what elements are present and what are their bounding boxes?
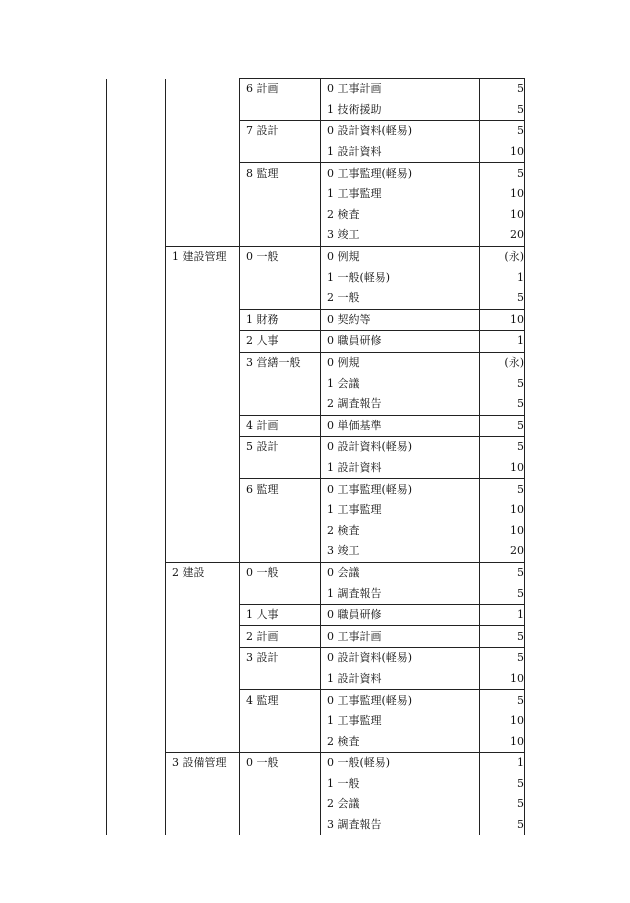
col-years-cell: 10 (480, 500, 525, 521)
col-blank-cell (107, 583, 166, 604)
col-years-cell: 5 (480, 794, 525, 815)
col-years-cell: 5 (480, 479, 525, 500)
col-section-cell (166, 121, 240, 142)
col-category-cell (240, 458, 321, 479)
retention-schedule-table (106, 78, 525, 835)
col-section-cell (166, 309, 240, 331)
col-category-cell: 3 営繕一般 (240, 352, 321, 373)
col-item-cell: 0 一般(軽易) (321, 753, 480, 774)
col-blank-cell (107, 163, 166, 184)
col-item-cell: 3 竣工 (321, 225, 480, 246)
col-category-cell (240, 541, 321, 562)
col-item-cell: 2 一般 (321, 288, 480, 309)
col-blank-cell (107, 394, 166, 415)
col-item-cell: 0 会議 (321, 562, 480, 583)
col-category-cell (240, 815, 321, 836)
col-category-cell: 4 監理 (240, 690, 321, 711)
table-row (107, 541, 525, 562)
col-item-cell: 0 設計資料(軽易) (321, 121, 480, 142)
col-section-cell (166, 184, 240, 205)
col-blank-cell (107, 142, 166, 163)
col-item-cell: 1 設計資料 (321, 669, 480, 690)
table-row (107, 352, 525, 373)
table-row (107, 415, 525, 437)
table-row (107, 794, 525, 815)
col-blank-cell (107, 815, 166, 836)
col-years-cell: 10 (480, 458, 525, 479)
table-row (107, 79, 525, 100)
col-item-cell: 2 会議 (321, 794, 480, 815)
col-category-cell (240, 184, 321, 205)
col-years-cell: 5 (480, 815, 525, 836)
col-section-cell (166, 205, 240, 226)
col-section-cell (166, 669, 240, 690)
col-years-cell: 5 (480, 583, 525, 604)
col-years-cell: 10 (480, 520, 525, 541)
col-item-cell: 1 工事監理 (321, 500, 480, 521)
col-item-cell: 0 契約等 (321, 309, 480, 331)
col-section-cell (166, 79, 240, 100)
col-category-cell: 1 財務 (240, 309, 321, 331)
col-blank-cell (107, 669, 166, 690)
col-item-cell: 1 調査報告 (321, 583, 480, 604)
col-item-cell: 2 調査報告 (321, 394, 480, 415)
col-blank-cell (107, 774, 166, 795)
table-row (107, 309, 525, 331)
table-row (107, 500, 525, 521)
col-item-cell: 1 設計資料 (321, 458, 480, 479)
col-blank-cell (107, 100, 166, 121)
col-blank-cell (107, 690, 166, 711)
col-years-cell: 10 (480, 142, 525, 163)
col-blank-cell (107, 500, 166, 521)
col-category-cell: 1 人事 (240, 604, 321, 626)
table-row (107, 731, 525, 752)
col-years-cell: 1 (480, 267, 525, 288)
col-category-cell: 2 人事 (240, 331, 321, 353)
col-years-cell: 5 (480, 100, 525, 121)
col-category-cell: 3 設計 (240, 648, 321, 669)
col-section-cell (166, 774, 240, 795)
col-blank-cell (107, 267, 166, 288)
col-section-cell (166, 731, 240, 752)
table-row (107, 225, 525, 246)
col-category-cell: 0 一般 (240, 562, 321, 583)
col-blank-cell (107, 794, 166, 815)
col-section-cell (166, 100, 240, 121)
col-category-cell: 6 監理 (240, 479, 321, 500)
col-blank-cell (107, 479, 166, 500)
col-category-cell (240, 205, 321, 226)
col-section-cell (166, 458, 240, 479)
col-item-cell: 0 例規 (321, 246, 480, 267)
col-category-cell (240, 100, 321, 121)
table-row (107, 774, 525, 795)
col-years-cell: 1 (480, 753, 525, 774)
col-section-cell (166, 479, 240, 500)
col-section-cell (166, 794, 240, 815)
col-category-cell: 6 計画 (240, 79, 321, 100)
col-category-cell (240, 500, 321, 521)
col-category-cell (240, 373, 321, 394)
col-blank-cell (107, 373, 166, 394)
col-item-cell: 0 工事計画 (321, 626, 480, 648)
col-item-cell: 1 設計資料 (321, 142, 480, 163)
col-section-cell (166, 267, 240, 288)
table-row (107, 267, 525, 288)
table-row (107, 520, 525, 541)
col-item-cell: 2 検査 (321, 731, 480, 752)
col-years-cell: 20 (480, 541, 525, 562)
col-item-cell: 1 技術援助 (321, 100, 480, 121)
col-blank-cell (107, 562, 166, 583)
col-section-cell (166, 373, 240, 394)
table-row (107, 288, 525, 309)
col-category-cell: 8 監理 (240, 163, 321, 184)
col-category-cell (240, 711, 321, 732)
table-row (107, 648, 525, 669)
col-blank-cell (107, 437, 166, 458)
col-blank-cell (107, 626, 166, 648)
col-blank-cell (107, 79, 166, 100)
col-blank-cell (107, 352, 166, 373)
col-section-cell (166, 520, 240, 541)
table-row (107, 163, 525, 184)
col-years-cell: 5 (480, 163, 525, 184)
col-blank-cell (107, 121, 166, 142)
col-section-cell (166, 142, 240, 163)
col-item-cell: 0 工事監理(軽易) (321, 479, 480, 500)
col-blank-cell (107, 458, 166, 479)
col-years-cell: 10 (480, 205, 525, 226)
col-item-cell: 0 工事監理(軽易) (321, 690, 480, 711)
table-body (107, 79, 525, 836)
col-category-cell: 0 一般 (240, 246, 321, 267)
table-row (107, 394, 525, 415)
col-years-cell: 5 (480, 648, 525, 669)
table-row (107, 437, 525, 458)
col-category-cell (240, 583, 321, 604)
col-blank-cell (107, 711, 166, 732)
col-years-cell: 10 (480, 711, 525, 732)
col-category-cell (240, 520, 321, 541)
col-item-cell: 1 工事監理 (321, 711, 480, 732)
table-row (107, 479, 525, 500)
col-years-cell: 5 (480, 394, 525, 415)
col-years-cell: 5 (480, 373, 525, 394)
col-blank-cell (107, 184, 166, 205)
col-section-cell: 1 建設管理 (166, 246, 240, 267)
col-item-cell: 3 竣工 (321, 541, 480, 562)
table-row (107, 246, 525, 267)
col-category-cell (240, 669, 321, 690)
col-years-cell: 5 (480, 415, 525, 437)
col-item-cell: 0 工事計画 (321, 79, 480, 100)
col-years-cell: 5 (480, 437, 525, 458)
col-years-cell: (永) (480, 246, 525, 267)
col-section-cell (166, 500, 240, 521)
col-blank-cell (107, 246, 166, 267)
col-section-cell (166, 331, 240, 353)
col-years-cell: 1 (480, 331, 525, 353)
col-years-cell: 10 (480, 184, 525, 205)
table-row (107, 753, 525, 774)
table-row (107, 815, 525, 836)
table-row (107, 711, 525, 732)
col-years-cell: 5 (480, 121, 525, 142)
col-years-cell: 10 (480, 669, 525, 690)
col-item-cell: 1 工事監理 (321, 184, 480, 205)
col-section-cell (166, 626, 240, 648)
table-row (107, 205, 525, 226)
col-section-cell (166, 583, 240, 604)
col-section-cell (166, 163, 240, 184)
col-blank-cell (107, 604, 166, 626)
col-section-cell (166, 711, 240, 732)
col-years-cell: 5 (480, 562, 525, 583)
col-item-cell: 2 検査 (321, 205, 480, 226)
col-years-cell: 10 (480, 731, 525, 752)
col-section-cell (166, 541, 240, 562)
col-blank-cell (107, 520, 166, 541)
col-item-cell: 0 職員研修 (321, 331, 480, 353)
col-category-cell: 4 計画 (240, 415, 321, 437)
col-section-cell (166, 394, 240, 415)
table-row (107, 458, 525, 479)
col-section-cell (166, 815, 240, 836)
table-row (107, 373, 525, 394)
col-section-cell (166, 352, 240, 373)
col-blank-cell (107, 731, 166, 752)
col-blank-cell (107, 648, 166, 669)
table-row (107, 690, 525, 711)
col-category-cell: 0 一般 (240, 753, 321, 774)
table-row (107, 121, 525, 142)
col-item-cell: 0 例規 (321, 352, 480, 373)
table-row (107, 604, 525, 626)
col-item-cell: 0 職員研修 (321, 604, 480, 626)
col-years-cell: 20 (480, 225, 525, 246)
col-category-cell (240, 394, 321, 415)
col-section-cell (166, 604, 240, 626)
col-blank-cell (107, 225, 166, 246)
col-item-cell: 0 単価基準 (321, 415, 480, 437)
col-blank-cell (107, 205, 166, 226)
col-years-cell: 5 (480, 79, 525, 100)
col-years-cell: 10 (480, 309, 525, 331)
col-section-cell (166, 690, 240, 711)
col-section-cell (166, 225, 240, 246)
col-category-cell (240, 225, 321, 246)
col-years-cell: 1 (480, 604, 525, 626)
table-row (107, 184, 525, 205)
col-item-cell: 2 検査 (321, 520, 480, 541)
col-section-cell: 3 設備管理 (166, 753, 240, 774)
col-item-cell: 1 会議 (321, 373, 480, 394)
table-row (107, 626, 525, 648)
col-section-cell: 2 建設 (166, 562, 240, 583)
col-item-cell: 1 一般(軽易) (321, 267, 480, 288)
table-row (107, 583, 525, 604)
table-row (107, 562, 525, 583)
col-blank-cell (107, 415, 166, 437)
col-category-cell (240, 794, 321, 815)
col-years-cell: 5 (480, 690, 525, 711)
col-blank-cell (107, 309, 166, 331)
col-category-cell: 5 設計 (240, 437, 321, 458)
col-section-cell (166, 415, 240, 437)
col-category-cell (240, 267, 321, 288)
col-category-cell (240, 774, 321, 795)
table-row (107, 669, 525, 690)
table-row (107, 142, 525, 163)
col-item-cell: 0 設計資料(軽易) (321, 437, 480, 458)
col-category-cell: 2 計画 (240, 626, 321, 648)
col-category-cell (240, 731, 321, 752)
col-item-cell: 3 調査報告 (321, 815, 480, 836)
col-section-cell (166, 288, 240, 309)
table-row (107, 331, 525, 353)
col-years-cell: 5 (480, 626, 525, 648)
col-blank-cell (107, 288, 166, 309)
col-blank-cell (107, 541, 166, 562)
col-blank-cell (107, 331, 166, 353)
col-years-cell: 5 (480, 774, 525, 795)
col-blank-cell (107, 753, 166, 774)
col-category-cell (240, 142, 321, 163)
col-category-cell: 7 設計 (240, 121, 321, 142)
col-years-cell: (永) (480, 352, 525, 373)
table-row (107, 100, 525, 121)
col-section-cell (166, 437, 240, 458)
col-item-cell: 0 工事監理(軽易) (321, 163, 480, 184)
col-section-cell (166, 648, 240, 669)
col-item-cell: 0 設計資料(軽易) (321, 648, 480, 669)
col-years-cell: 5 (480, 288, 525, 309)
col-category-cell (240, 288, 321, 309)
col-item-cell: 1 一般 (321, 774, 480, 795)
